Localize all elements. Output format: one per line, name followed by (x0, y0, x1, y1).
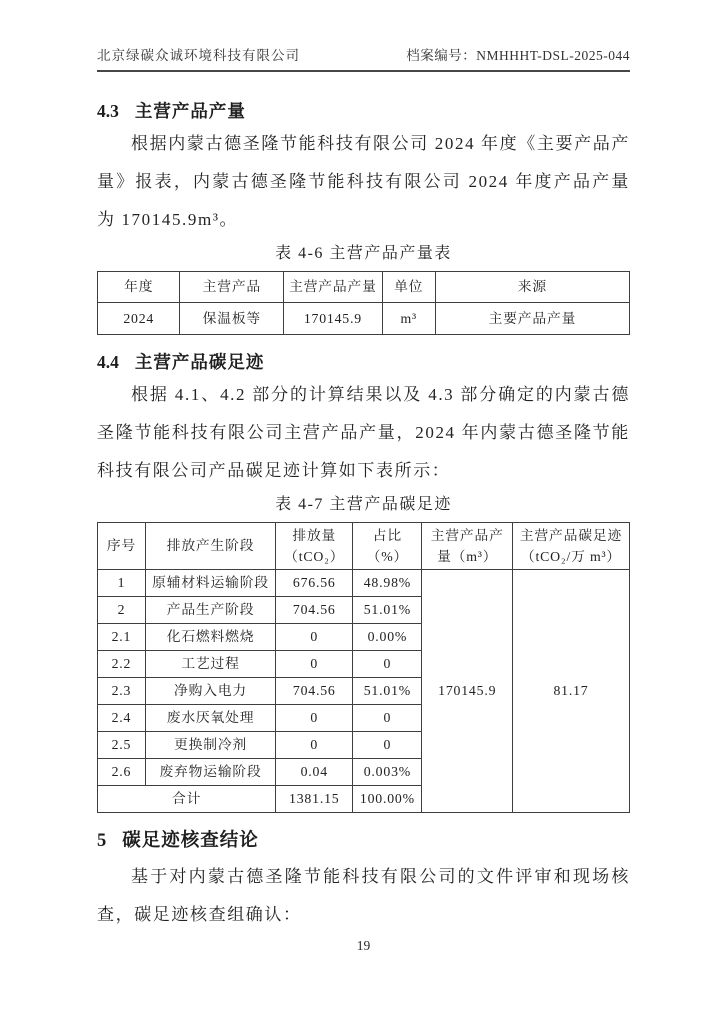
table-4-6 (97, 271, 630, 335)
table-row (98, 303, 630, 335)
table-cell: 1 (98, 570, 146, 597)
table-cell: 2024 (98, 303, 180, 335)
page-number: 19 (356, 938, 371, 953)
table-4-7 (97, 522, 630, 813)
section-4-4-number: 4.4 (97, 352, 119, 372)
section-5-number: 5 (97, 831, 107, 851)
header-file-number (406, 44, 630, 64)
table-cell: 0.00% (353, 624, 422, 651)
column-header: 单位 (382, 272, 435, 303)
section-4-3-title: 主营产品产量 (134, 101, 246, 121)
section-4-4-title: 主营产品碳足迹 (134, 352, 265, 372)
column-header: 来源 (435, 272, 629, 303)
table-cell: 51.01% (353, 678, 422, 705)
table-cell: 2.2 (98, 651, 146, 678)
section-5-paragraph: 基于对内蒙古德圣隆节能科技有限公司的文件评审和现场核查，碳足迹核查组确认： (97, 867, 630, 924)
page-header (97, 44, 630, 72)
table-cell: 0 (276, 651, 353, 678)
table-cell: 48.98% (353, 570, 422, 597)
table-cell: 51.01% (353, 597, 422, 624)
table-cell: 2.4 (98, 705, 146, 732)
table-cell: 产品生产阶段 (145, 597, 275, 624)
table-cell: 保温板等 (180, 303, 284, 335)
file-number-label: 档案编号： (406, 48, 477, 63)
table-cell: 2.5 (98, 732, 146, 759)
table-cell: 0 (353, 732, 422, 759)
table-cell: 更换制冷剂 (145, 732, 275, 759)
table-cell: 主要产品产量 (435, 303, 629, 335)
table-cell: 0 (353, 705, 422, 732)
file-number-value: NMHHHT-DSL-2025-044 (476, 48, 630, 63)
column-header: 主营产品碳足迹（tCO₂/万 m³） (512, 523, 629, 570)
table-cell: 废弃物运输阶段 (145, 759, 275, 786)
table-cell: 676.56 (276, 570, 353, 597)
table-cell: 原辅材料运输阶段 (145, 570, 275, 597)
column-header: 序号 (98, 523, 146, 570)
table-cell: 废水厌氧处理 (145, 705, 275, 732)
table-cell: 2.1 (98, 624, 146, 651)
table-cell: 化石燃料燃烧 (145, 624, 275, 651)
section-4-3-paragraph: 根据内蒙古德圣隆节能科技有限公司 2024 年度《主要产品产量》报表，内蒙古德圣隆节能科技有限公司 2024 年度产品产量为 170145.9m³。 (97, 134, 630, 229)
column-header: 主营产品 (180, 272, 284, 303)
column-header: 主营产品产量 (284, 272, 382, 303)
table-cell: 0.04 (276, 759, 353, 786)
table-cell-total-label: 合计 (98, 786, 276, 813)
section-4-4-paragraph: 根据 4.1、4.2 部分的计算结果以及 4.3 部分确定的内蒙古德圣隆节能科技有限公司主营产品产量，2024 年内蒙古德圣隆节能科技有限公司产品碳足迹计算如下表所示： (97, 385, 630, 480)
table-cell: 0 (276, 732, 353, 759)
table-cell: 净购入电力 (145, 678, 275, 705)
column-header: 年度 (98, 272, 180, 303)
table-cell-total-share: 100.00% (353, 786, 422, 813)
table-cell: 2.6 (98, 759, 146, 786)
section-4-4-heading (97, 349, 630, 374)
table-cell-footprint-merged: 81.17 (512, 570, 629, 813)
header-company-name: 北京绿碳众诚环境科技有限公司 (97, 48, 300, 63)
table-cell: 0 (353, 651, 422, 678)
table-cell: 工艺过程 (145, 651, 275, 678)
column-header: 主营产品产量（m³） (422, 523, 512, 570)
section-4-3-number: 4.3 (97, 101, 119, 121)
section-5-heading (97, 826, 630, 852)
column-header: 占比（%） (353, 523, 422, 570)
table-cell: 170145.9 (284, 303, 382, 335)
table-cell: 704.56 (276, 597, 353, 624)
table-4-7-header-row (98, 523, 630, 570)
table-cell: 0 (276, 624, 353, 651)
table-cell-total-emission: 1381.15 (276, 786, 353, 813)
table-cell: 0 (276, 705, 353, 732)
table-cell: 704.56 (276, 678, 353, 705)
table-cell: 2.3 (98, 678, 146, 705)
table-4-6-header-row (98, 272, 630, 303)
section-4-3-heading (97, 98, 630, 123)
table-4-7-caption: 表 4-7 主营产品碳足迹 (275, 496, 452, 513)
table-cell: m³ (382, 303, 435, 335)
column-header: 排放产生阶段 (145, 523, 275, 570)
table-4-6-caption: 表 4-6 主营产品产量表 (275, 245, 452, 262)
column-header: 排放量（tCO₂） (276, 523, 353, 570)
table-row (98, 570, 630, 597)
table-cell-production-merged: 170145.9 (422, 570, 512, 813)
table-cell: 0.003% (353, 759, 422, 786)
table-cell: 2 (98, 597, 146, 624)
section-5-title: 碳足迹核查结论 (122, 831, 259, 851)
